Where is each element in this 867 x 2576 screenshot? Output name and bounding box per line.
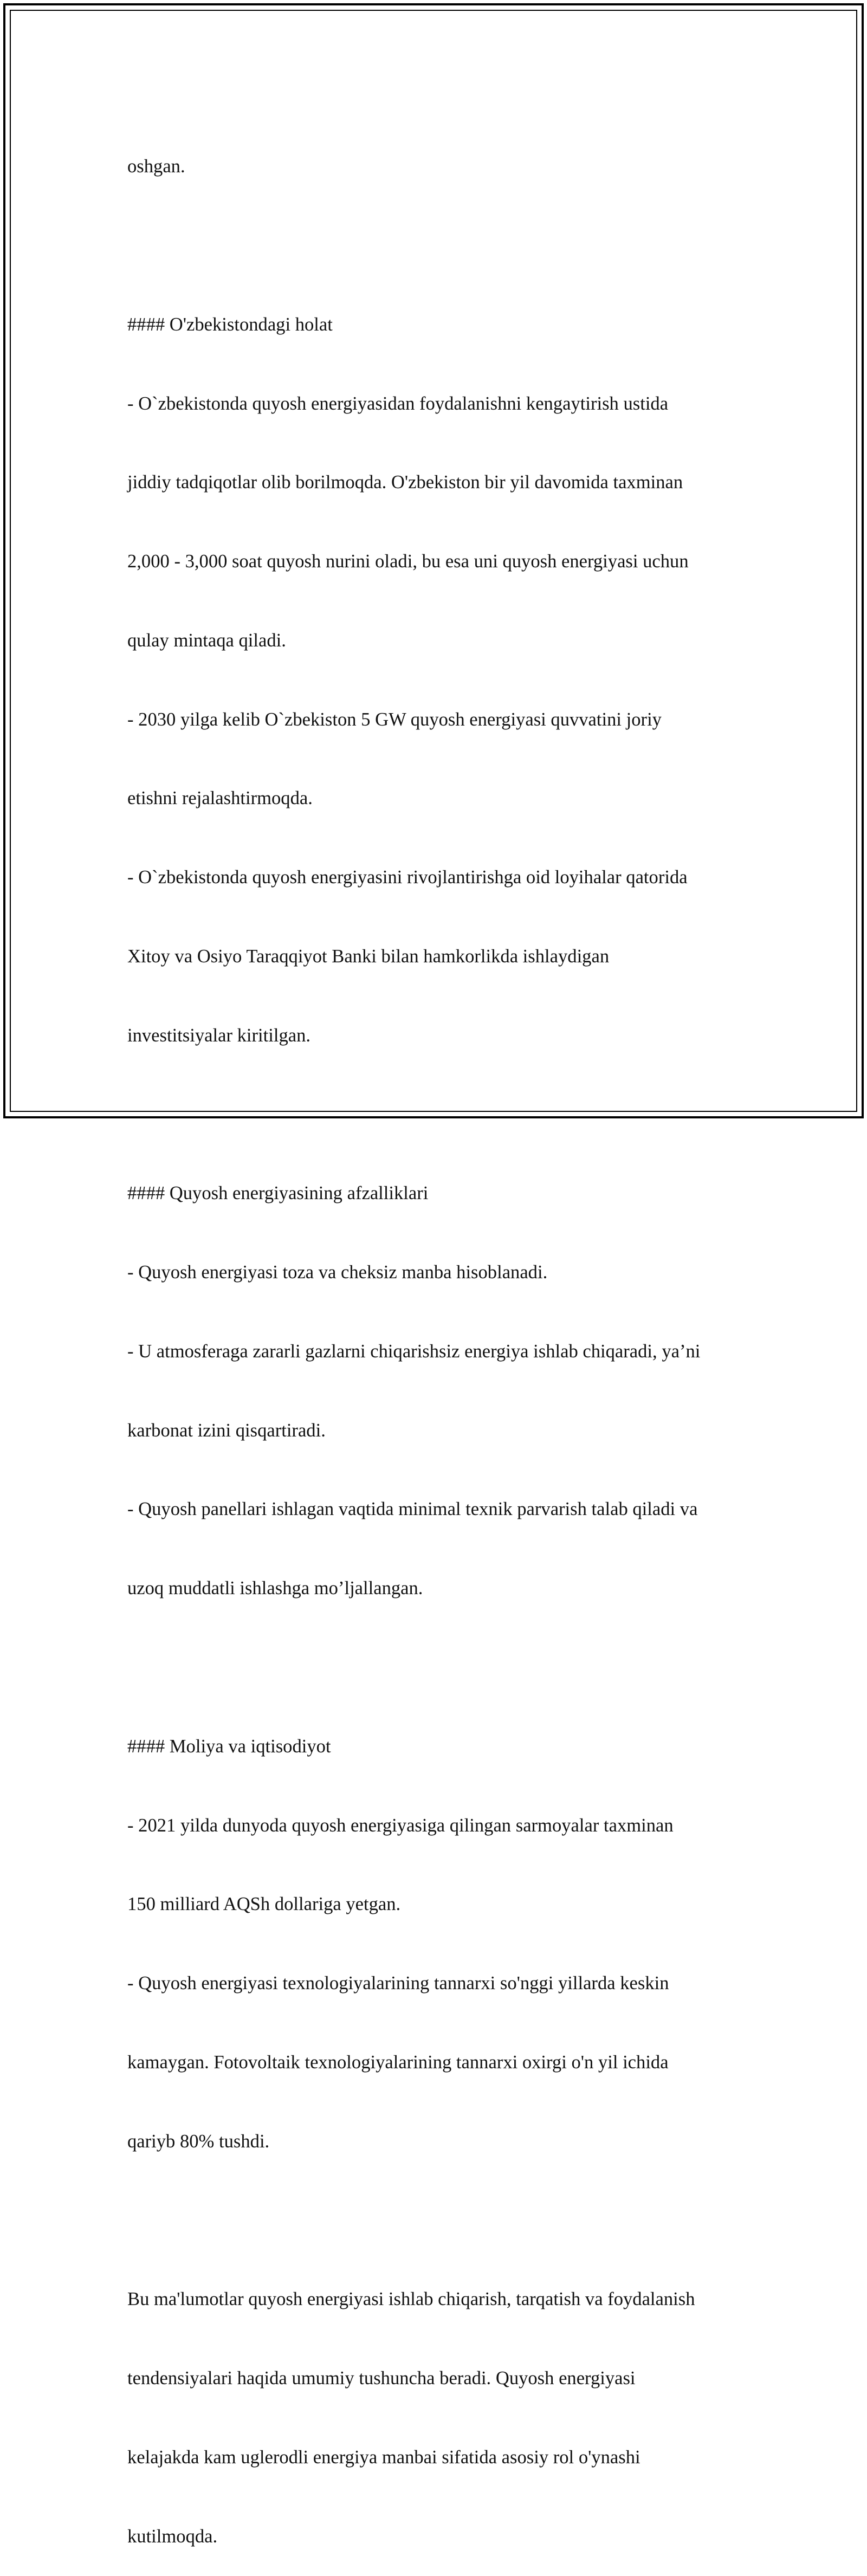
blank-line	[127, 232, 750, 259]
text-line: Bu ma'lumotlar quyosh energiyasi ishlab chiqarish, tarqatish va foydalanish	[127, 2289, 695, 2310]
text-line: kamaygan. Fotovoltaik texnologiyalarining tannarxi oxirgi o'n yil ichida	[127, 2051, 669, 2073]
text-line: tendensiyalari haqida umumiy tushuncha beradi. Quyosh energiyasi	[127, 2368, 636, 2389]
text-line: etishni rejalashtirmoqda.	[127, 788, 313, 809]
text-line: - O`zbekistonda quyosh energiyasini rivojlantirishga oid loyihalar qatorida	[127, 867, 688, 888]
text-line: oshgan.	[127, 156, 185, 177]
text-line: uzoq muddatli ishlashga mo’ljallangan.	[127, 1578, 423, 1599]
text-line: - Quyosh energiyasi toza va cheksiz manba hisoblanadi.	[127, 1262, 548, 1283]
text-line: qulay mintaqa qiladi.	[127, 630, 286, 651]
text-line: karbonat izini qisqartiradi.	[127, 1420, 326, 1441]
text-line: - U atmosferaga zararli gazlarni chiqarishsiz energiya ishlab chiqaradi, ya’ni	[127, 1341, 701, 1362]
text-line: Xitoy va Osiyo Taraqqiyot Banki bilan hamkorlikda ishlaydigan	[127, 946, 610, 967]
text-line: 2,000 - 3,000 soat quyosh nurini oladi, bu esa uni quyosh energiyasi uchun	[127, 551, 689, 572]
text-line: - 2021 yilda dunyoda quyosh energiyasiga qilingan sarmoyalar taxminan	[127, 1815, 674, 1836]
blank-line	[127, 1654, 750, 1681]
text-line: qariyb 80% tushdi.	[127, 2131, 270, 2152]
text-line: investitsiyalar kiritilgan.	[127, 1025, 311, 1046]
text-line: 150 milliard AQSh dollariga yetgan.	[127, 1894, 401, 1915]
text-line: - Quyosh panellari ishlagan vaqtida minimal texnik parvarish talab qiladi va	[127, 1499, 698, 1520]
section-heading-uzbekistan-status: #### O'zbekistondagi holat	[127, 314, 333, 335]
section-heading-advantages: #### Quyosh energiyasining afzalliklari	[127, 1183, 429, 1204]
blank-line	[127, 1102, 750, 1128]
blank-line	[127, 2208, 750, 2234]
document-body	[127, 101, 750, 2576]
text-line: jiddiy tadqiqotlar olib borilmoqda. O'zbekiston bir yil davomida taxminan	[127, 472, 683, 493]
section-heading-finance: #### Moliya va iqtisodiyot	[127, 1736, 331, 1757]
text-line: - O`zbekistonda quyosh energiyasidan foydalanishni kengaytirish ustida	[127, 393, 669, 414]
text-line: kelajakda kam uglerodli energiya manbai sifatida asosiy rol o'ynashi	[127, 2446, 640, 2468]
text-line: - Quyosh energiyasi texnologiyalarining tannarxi so'nggi yillarda keskin	[127, 1973, 669, 1994]
text-line: - 2030 yilga kelib O`zbekiston 5 GW quyosh energiyasi quvvatini joriy	[127, 709, 662, 730]
text-line: kutilmoqda.	[127, 2526, 218, 2547]
